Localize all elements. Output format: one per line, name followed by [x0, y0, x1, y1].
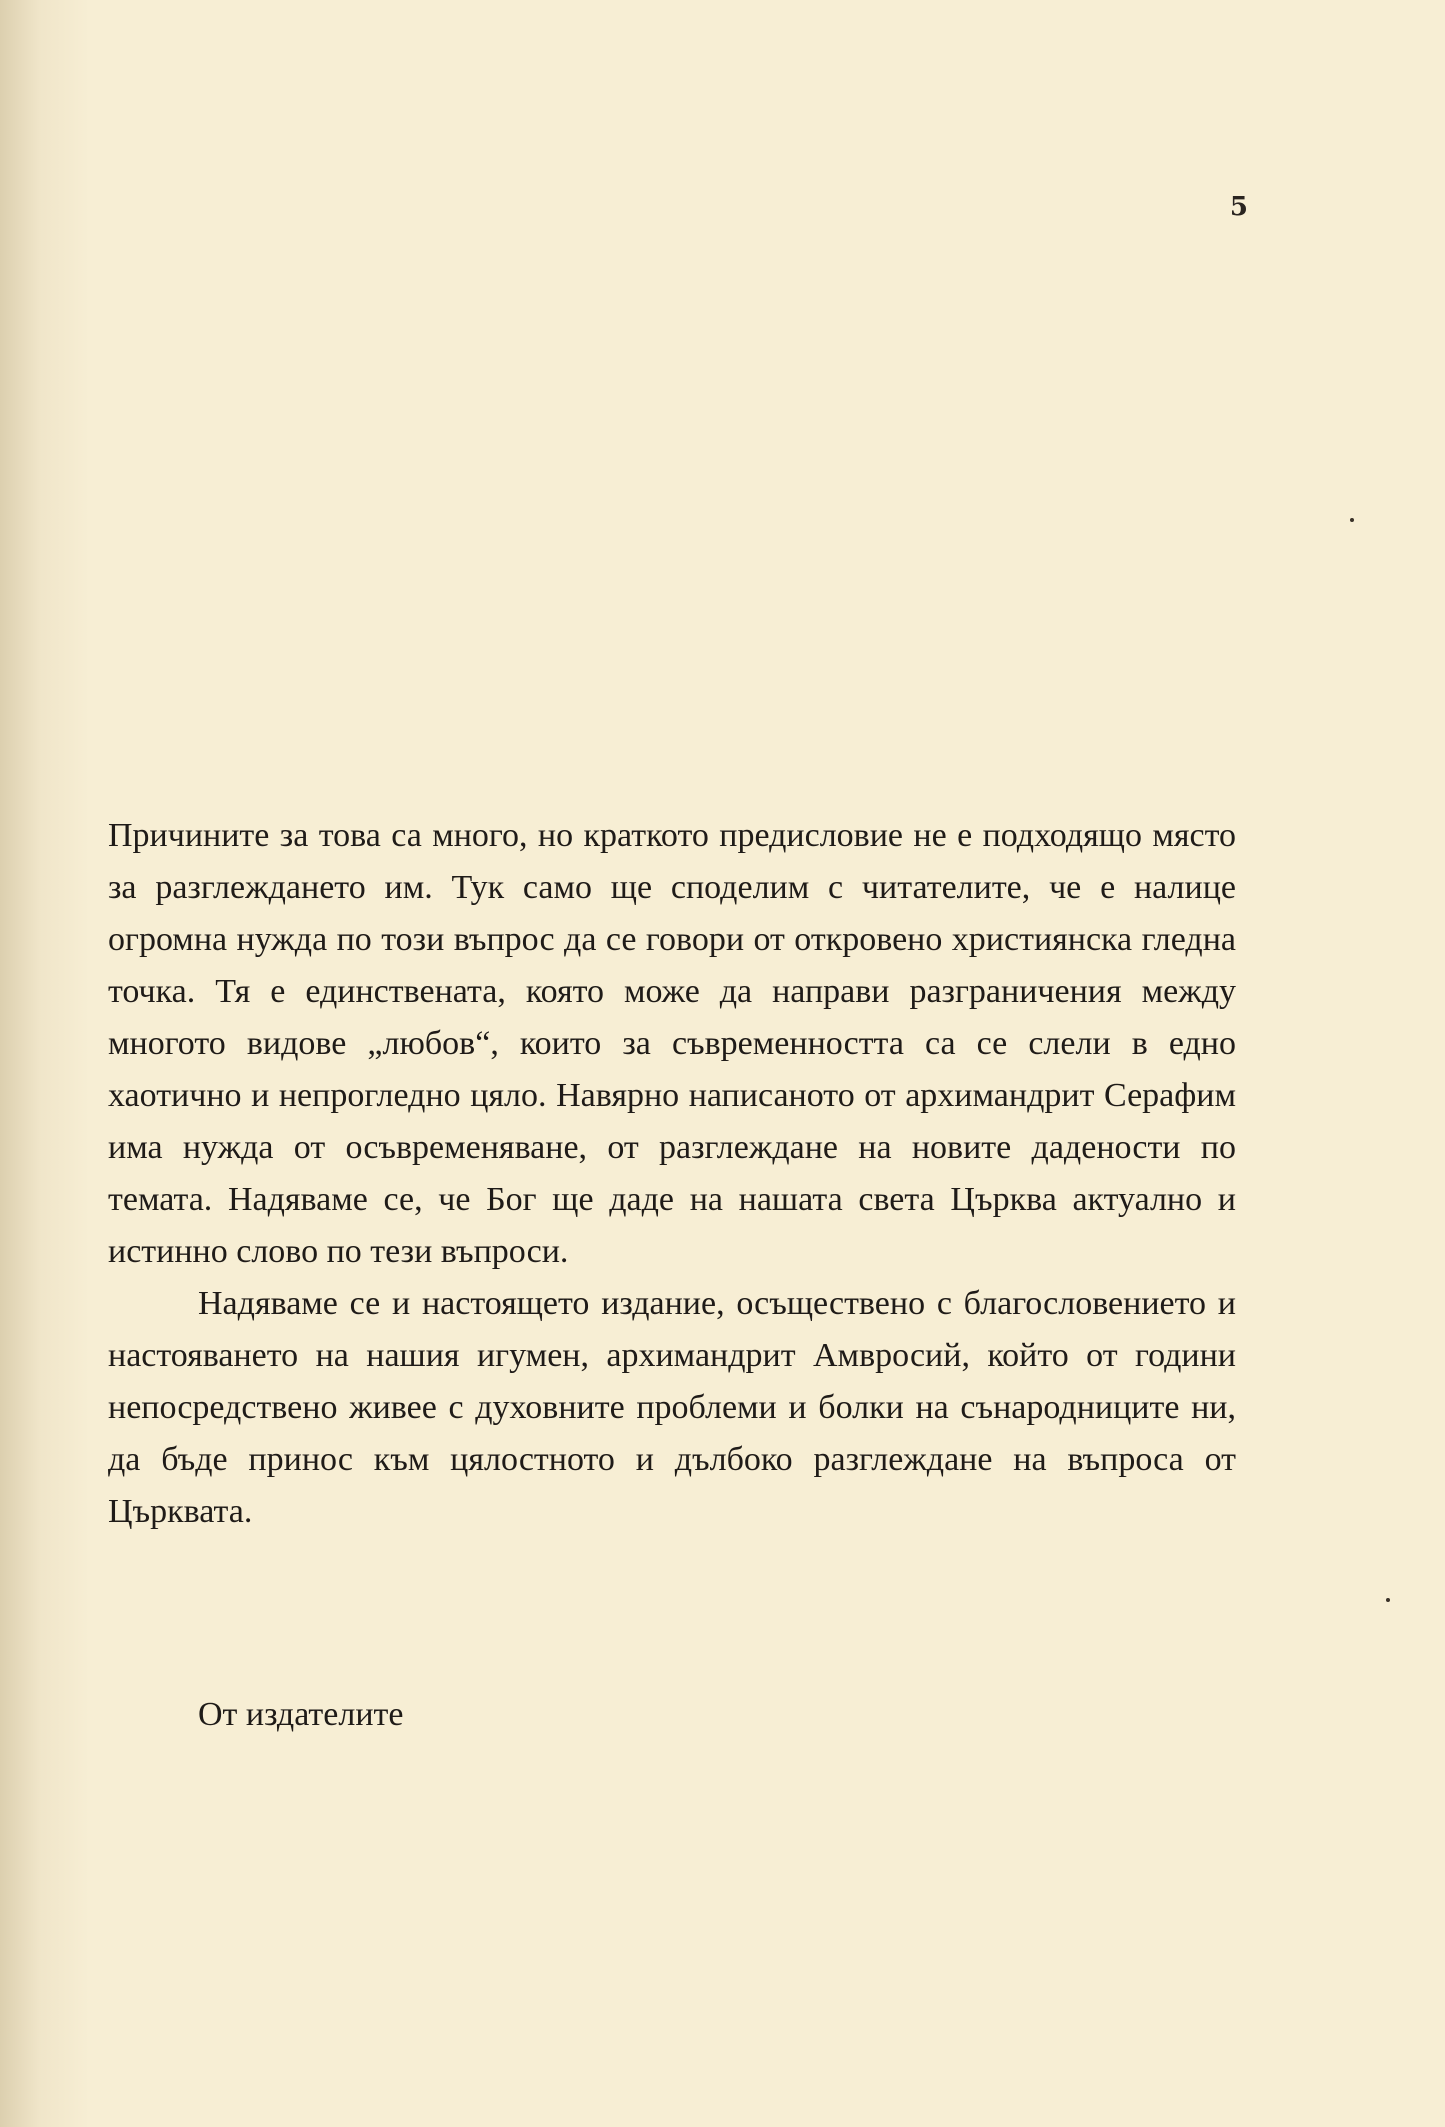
preface-text: [108, 810, 1236, 1538]
page-number: 5: [1229, 192, 1248, 222]
paper-speck: [1350, 518, 1354, 522]
paper-speck: [1386, 1598, 1390, 1602]
paragraph-1: Причините за това са много, но краткото предисловие не е подходящо място за разглеждането им. Тук само ще споделим с читателите, че е налице огромна нужда по този въпрос да се говори от откровено християнска гледна точка. Тя е единствената, която може да направи разграничения между многото видове „любов“, които за съвременността са се слели в едно хаотично и непрогледно цяло. Навярно написаното от архимандрит Серафим има нужда от осъвременяване, от разглеждане на новите дадености по темата. Надяваме се, че Бог ще даде на нашата света Църква актуално и истинно слово по тези въпроси.: [108, 817, 1236, 1270]
signature: От издателите: [198, 1696, 404, 1733]
paragraph-2: Надяваме се и настоящето издание, осъществено с благословението и настояването на нашия игумен, архимандрит Амвросий, който от години непосредствено живее с духовните проблеми и болки на сънародниците ни, да бъде принос към цялостното и дълбоко разглеждане на въпроса от Църквата.: [108, 1285, 1236, 1530]
